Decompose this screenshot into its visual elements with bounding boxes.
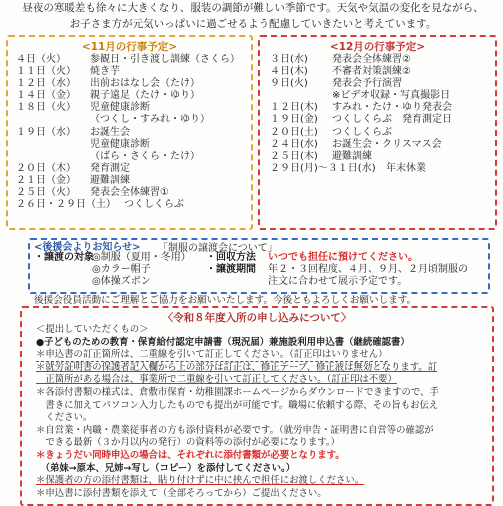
event-date: １２日（水）: [16, 78, 76, 90]
december-event-row: [260, 151, 495, 163]
event-date: １４日（金）: [16, 90, 76, 102]
event-date: ２０日(土): [270, 126, 318, 138]
admission-line: できる最新（３か月以内の発行）の資料等の添付が必要になります。）: [36, 437, 340, 449]
admission-line: ＊申込書に添付書類を添えて（全部そろってから）ご提出ください。: [36, 487, 327, 499]
event-text: つくしくらぶ 発育測定日: [332, 114, 452, 126]
admission-line: （弟妹→原本、兄姉→写し（コピー）を添付してください。）: [36, 462, 296, 474]
event-text: （つくし・すみれ・ゆり）: [90, 114, 210, 126]
admission-line: ください。: [36, 412, 93, 424]
november-event-row: [8, 78, 251, 90]
event-date: １９日（水）: [16, 126, 76, 138]
event-text: ※ビデオ収録・写真撮影日: [332, 90, 451, 102]
notice-method-text: いつでも担任に預けてください。: [268, 252, 418, 263]
admission-line: 書きに加えてパソコン入力したものでも提出が可能です。職場に依頼する際、その旨もお伝え: [36, 399, 439, 411]
event-text: 避難訓練: [90, 174, 130, 186]
november-events-box: [6, 35, 253, 230]
admission-line: ＊就労証明書の保護者記入欄から上の部分は訂正は、修正テープ、修正液は無効となります。訂: [36, 361, 438, 373]
event-date: １８日（火）: [16, 102, 76, 114]
november-event-row: [8, 151, 251, 163]
notice-footer: 後援会役員活動にご理解とご協力をお願いいたします。今後ともよろしくお願いします。: [34, 295, 417, 306]
december-title: <12月の行事予定>: [329, 41, 426, 53]
event-date: ２６日・２９日（土）: [16, 199, 116, 211]
event-text: 発表会全体練習②: [332, 54, 411, 65]
event-text: 発育測定: [90, 162, 130, 174]
november-event-row: [8, 139, 251, 151]
event-date: １１日（火）: [16, 66, 76, 78]
admission-line: ＊申込書の訂正箇所は、二重線を引いて訂正してください。（訂正印はいりません）: [36, 349, 388, 361]
admission-title: 〈令和８年度入所の申し込みについて〉: [162, 312, 352, 324]
november-event-row: [8, 90, 251, 102]
admission-line: ＜提出していただくもの＞: [36, 324, 149, 335]
event-text: 年末休業: [386, 162, 426, 174]
notice-method-label: ・回収方法: [206, 252, 256, 263]
event-text: つくしくらぶ: [332, 126, 392, 138]
november-event-row: [8, 175, 251, 187]
event-text: 不審者対策訓練②: [332, 66, 411, 78]
intro-line-2: お子さま方が元気いっぱいに過ごせるよう配慮していきたいと考えています。: [69, 18, 437, 30]
event-date: ２５日(木): [270, 150, 318, 162]
november-event-row: [8, 199, 251, 211]
event-date: ４日（火）: [16, 54, 66, 65]
event-date: ３日(水): [270, 54, 308, 65]
notice-target-item-1: ◎制服（夏用・冬用）: [92, 252, 191, 263]
notice-target-label: ・譲渡の対象: [34, 252, 94, 263]
event-text: お誕生会・クリスマス会: [332, 138, 442, 150]
event-date: ２９日(月)～３１日(水): [270, 162, 376, 174]
association-notice-box: [28, 238, 490, 294]
december-event-row: [260, 66, 495, 78]
admission-line: ●子どものための教育・保育給付認定申請書（現況届）兼施設利用申込書（継続確認書）: [36, 336, 410, 348]
event-text: 児童健康診断: [90, 102, 150, 114]
november-event-row: [8, 66, 251, 78]
december-events-box: [258, 35, 497, 230]
event-date: ２４日(水): [270, 138, 318, 150]
event-text: 参観日・引き渡し訓練（さくら）: [90, 54, 240, 65]
event-text: 発表会予行演習: [332, 78, 402, 90]
december-event-row: [260, 78, 495, 90]
november-event-row: [8, 102, 251, 114]
event-text: 親子遠足（たけ・ゆり）: [90, 90, 200, 102]
event-date: １９日(金): [270, 114, 318, 126]
december-event-row: [260, 90, 495, 102]
notice-period-text-2: 注文に合わせて展示予定です。: [268, 276, 408, 287]
event-text: 焼き芋: [90, 66, 120, 78]
event-text: すみれ・たけ・ゆり発表会: [332, 102, 452, 114]
event-date: ４日(木): [270, 66, 308, 78]
event-date: ９日(火): [270, 78, 308, 90]
event-text: つくしくらぶ: [124, 199, 184, 211]
admission-line: 正箇所がある場合は、事業所で二重線を引いて訂正してください。（訂正印は不要）: [36, 374, 397, 386]
event-text: （ばら・さくら・たけ）: [90, 150, 200, 162]
admission-line: ＊自営業・内職・農業従事者の方も添付資料が必要です。（就労申告・証明書に自営等の確認が: [36, 424, 434, 436]
admission-line: ＊保護者の方の添付書類は、貼り付けずに中に挟んで担任にお渡しください。: [36, 475, 365, 487]
december-event-row: [260, 127, 495, 139]
november-event-row: [8, 127, 251, 139]
notice-target-item-2: ◎カラー帽子: [92, 264, 151, 275]
intro-text: [8, 0, 498, 32]
november-title: <11月の行事予定>: [81, 41, 178, 53]
event-text: 避難訓練: [332, 150, 372, 162]
event-date: ２０日（木）: [16, 162, 76, 174]
november-event-row: [8, 187, 251, 199]
event-date: ２１日（金）: [16, 174, 76, 186]
intro-line-1: 昼夜の寒暖差も徐々に大きくなり、服装の調節が難しい季節です。天気や気温の変化を見ながら、: [22, 2, 484, 14]
admission-line: ＊各添付書類の様式は、倉敷市保育・幼稚園課ホームページからダウンロードできますので、手: [36, 387, 439, 398]
december-event-list: [260, 54, 495, 175]
december-event-row: [260, 102, 495, 114]
event-text: 出前おはなし会（たけ）: [90, 78, 200, 90]
notice-target-item-3: ◎体操ズボン: [92, 276, 151, 287]
notice-period-label: ・譲渡期間: [206, 264, 256, 275]
december-event-row: [260, 163, 495, 175]
november-event-row: [8, 114, 251, 126]
november-event-list: [8, 54, 251, 211]
notice-subject: 「制服の譲渡会について」: [158, 243, 278, 254]
event-text: お誕生会: [90, 126, 130, 138]
december-event-row: [260, 139, 495, 151]
admission-line: ＊きょうだい同時申込の場合は、それぞれに添付書類が必要となります。: [36, 450, 345, 461]
event-text: 発表会全体練習①: [90, 187, 169, 199]
november-event-row: [8, 163, 251, 175]
november-event-row: [8, 54, 251, 66]
december-event-row: [260, 54, 495, 66]
notice-period-text: 年２・３回程度、４月、９月、２月頃制服の: [268, 264, 468, 275]
admission-box: [20, 306, 494, 506]
event-text: 児童健康診断: [90, 138, 150, 150]
event-date: １２日(木): [270, 102, 318, 114]
event-date: ２５日（火）: [16, 187, 76, 199]
notice-title: <後援会よりお知らせ>: [34, 242, 141, 253]
december-event-row: [260, 114, 495, 126]
